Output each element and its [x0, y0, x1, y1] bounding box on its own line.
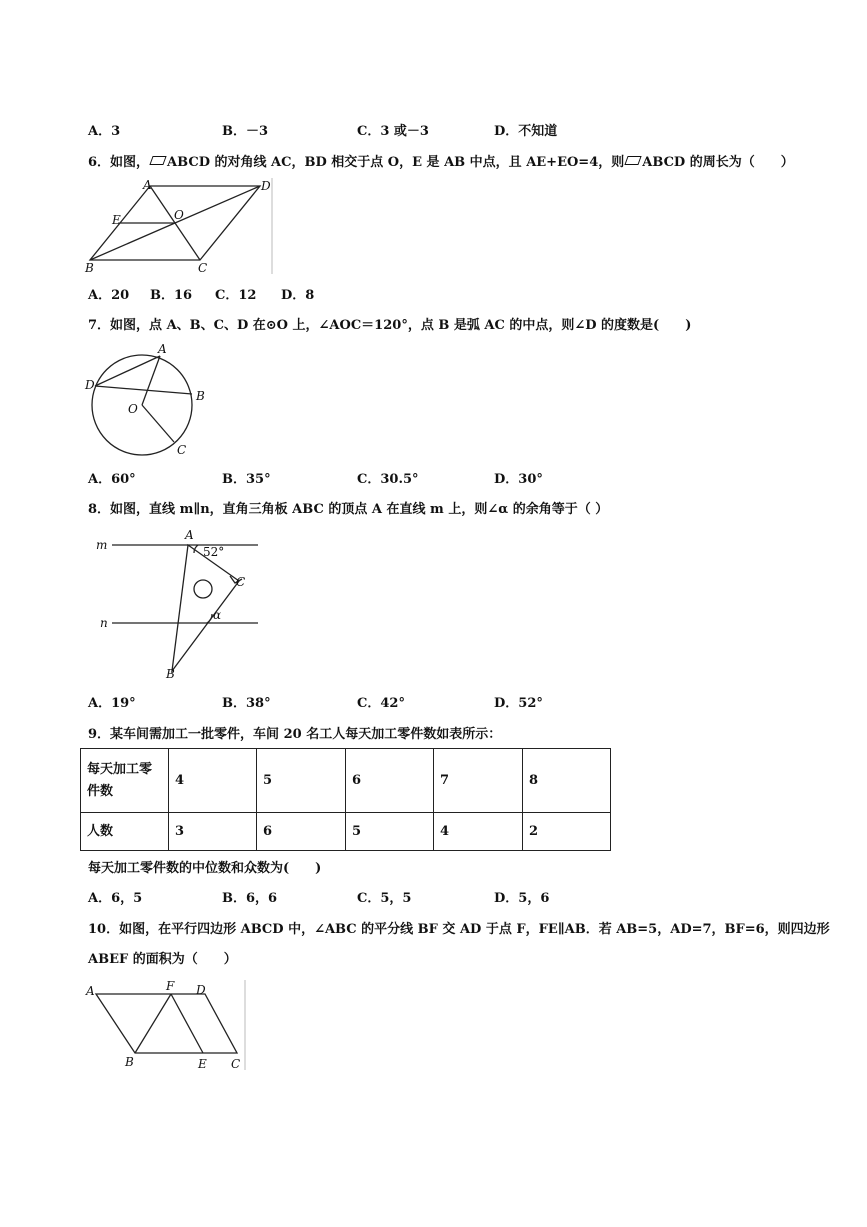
q5-option-c: C．3 或－3	[357, 124, 429, 139]
q8-label-m: m	[96, 538, 108, 552]
q9-option-a: A．6，5	[88, 891, 143, 906]
table-cell: 6	[346, 749, 434, 813]
q5-option-d: D．不知道	[494, 124, 558, 139]
q6-label-o: O	[174, 208, 184, 222]
q6-option-c: C．12	[215, 288, 257, 303]
table-cell: 4	[169, 749, 257, 813]
q6-label-a: A	[143, 178, 152, 192]
q6-option-b: B．16	[150, 288, 193, 303]
q7-option-b: B．35°	[222, 472, 271, 487]
q8-label-a: A	[185, 528, 194, 542]
table-cell: 8	[523, 749, 611, 813]
table-header-cell: 人数	[81, 813, 169, 851]
q8-stem: 8．如图，直线 m∥n，直角三角板 ABC 的顶点 A 在直线 m 上，则∠α 的余角等于（ ）	[88, 502, 609, 517]
q6-figure	[82, 176, 274, 276]
table-cell: 3	[169, 813, 257, 851]
q9-stem: 9．某车间需加工一批零件，车间 20 名工人每天加工零件数如表所示：	[88, 727, 502, 742]
q8-label-b: B	[166, 667, 175, 681]
q7-label-c: C	[177, 443, 187, 457]
q6-stem-body: ABCD 的对角线 AC，BD 相交于点 O，E 是 AB 中点，且 AE+EO=4，则	[167, 155, 625, 170]
q8-label-n: n	[100, 616, 108, 630]
q8-option-d: D．52°	[494, 696, 543, 711]
q6-option-d: D．8	[281, 288, 315, 303]
q7-option-d: D．30°	[494, 472, 543, 487]
q7-label-o: O	[128, 402, 138, 416]
table-cell: 2	[523, 813, 611, 851]
q10-figure	[82, 978, 248, 1072]
q7-option-c: C．30.5°	[357, 472, 419, 487]
q9-option-b: B．6，6	[222, 891, 278, 906]
q8-figure	[90, 526, 270, 684]
q5-option-a: A．3	[88, 124, 121, 139]
q9-table	[80, 748, 611, 851]
q7-label-a: A	[158, 342, 167, 356]
q6-stem-suffix: ABCD 的周长为（ ）	[642, 155, 794, 170]
q8-option-a: A．19°	[88, 696, 136, 711]
q6-option-a: A．20	[88, 288, 130, 303]
table-cell: 7	[434, 749, 523, 813]
q6-label-e: E	[112, 213, 121, 227]
q7-stem: 7．如图，点 A、B、C、D 在⊙O 上，∠AOC＝120°，点 B 是弧 AC 的中点，则∠D 的度数是( )	[88, 318, 692, 333]
q7-figure	[82, 342, 212, 462]
q6-stem	[88, 155, 794, 171]
table-cell: 6	[257, 813, 346, 851]
q6-label-c: C	[198, 261, 208, 275]
q9-option-d: D．5，6	[494, 891, 550, 906]
table-cell: 4	[434, 813, 523, 851]
q8-label-alpha: α	[213, 608, 222, 622]
q7-option-a: A．60°	[88, 472, 136, 487]
q7-label-d: D	[85, 378, 95, 392]
parallelogram-icon	[149, 156, 166, 165]
q5-option-b: B．－3	[222, 124, 269, 139]
q10-label-b: B	[125, 1055, 134, 1069]
table-row	[81, 813, 611, 851]
table-row	[81, 749, 611, 813]
q9-option-c: C．5，5	[357, 891, 412, 906]
q7-label-b: B	[196, 389, 205, 403]
q9-question: 每天加工零件数的中位数和众数为( )	[88, 861, 322, 876]
q10-label-c: C	[231, 1057, 241, 1071]
q10-label-d: D	[196, 983, 206, 997]
table-cell: 5	[346, 813, 434, 851]
q10-stem-line1: 10．如图，在平行四边形 ABCD 中，∠ABC 的平分线 BF 交 AD 于点 F，FE∥AB．若 AB=5，AD=7，BF=6，则四边形	[88, 922, 830, 937]
q6-label-b: B	[85, 261, 94, 275]
q6-label-d: D	[261, 179, 271, 193]
table-cell: 5	[257, 749, 346, 813]
q8-option-b: B．38°	[222, 696, 271, 711]
q10-label-e: E	[198, 1057, 207, 1071]
q10-stem-line2: ABEF 的面积为（ ）	[88, 952, 237, 967]
q8-option-c: C．42°	[357, 696, 405, 711]
parallelogram-icon	[625, 156, 642, 165]
q10-label-f: F	[166, 979, 175, 993]
q8-label-c: C	[236, 575, 246, 589]
q6-stem-prefix: 6．如图，	[88, 155, 150, 170]
table-header-cell: 每天加工零 件数	[81, 749, 169, 813]
q10-label-a: A	[86, 984, 95, 998]
q8-angle-label: 52°	[203, 545, 225, 559]
